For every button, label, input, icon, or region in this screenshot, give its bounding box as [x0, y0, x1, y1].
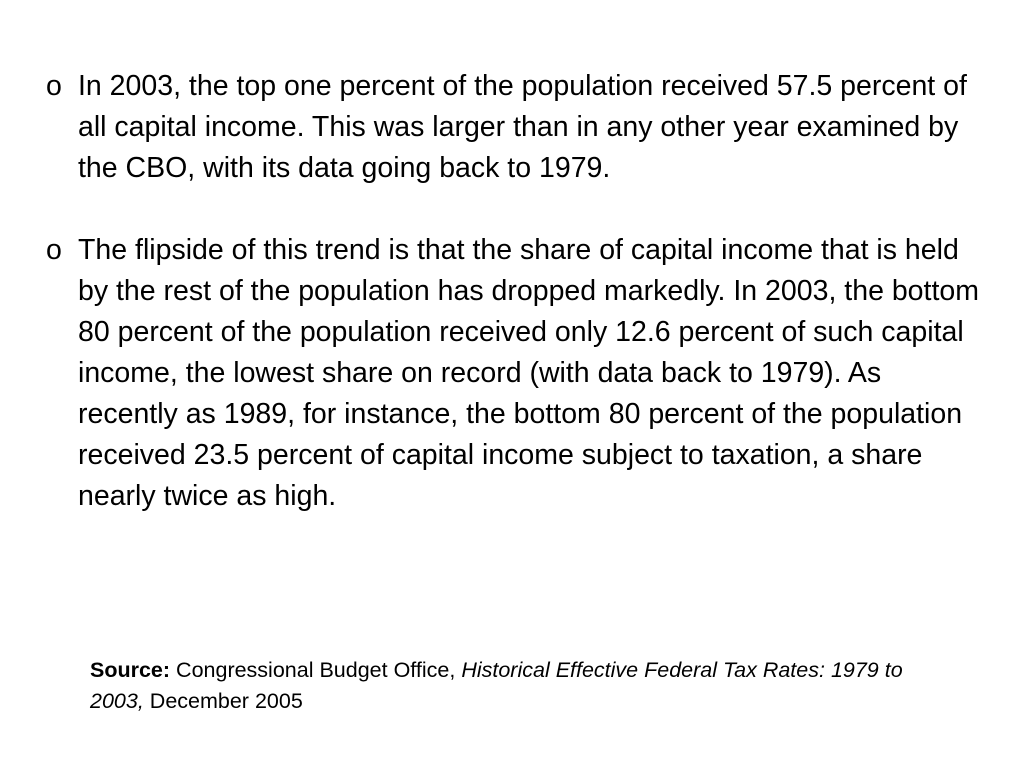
bullet-marker-icon: o [46, 234, 62, 266]
source-citation [90, 655, 910, 717]
source-publisher: Congressional Budget Office, [176, 658, 456, 682]
source-label: Source: [90, 658, 171, 682]
bullet-item-bottom-eighty-percent [46, 230, 986, 517]
bullet-list [46, 66, 986, 558]
bullet-text: The flipside of this trend is that the share of capital income that is held by the rest of the population has dropped markedly. In 2003, the bottom 80 percent of the population received only 12.6 percent of such capital income, the lowest share on record (with data back to 1979). As recently as 1989, for instance, the bottom 80 percent of the population received 23.5 percent of capital income subject to taxation, a share nearly twice as high. [78, 234, 979, 512]
bullet-item-top-one-percent [46, 66, 986, 189]
source-title: Historical Effective Federal Tax Rates: 1979 to 2003, [90, 658, 903, 713]
bullet-marker-icon: o [46, 70, 62, 102]
source-date: December 2005 [149, 689, 303, 713]
bullet-text: In 2003, the top one percent of the population received 57.5 percent of all capital income. This was larger than in any other year examined by the CBO, with its data going back to 1979. [78, 70, 967, 184]
